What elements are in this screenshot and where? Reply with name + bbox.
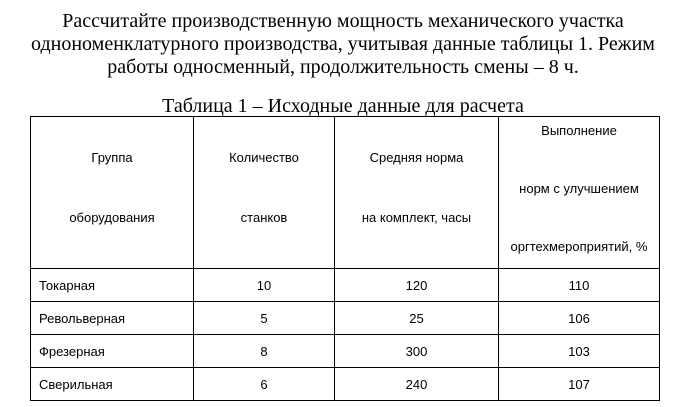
data-table [30, 116, 660, 401]
cell-equipment-group: Револьверная [31, 302, 194, 335]
task-line: Рассчитайте производственную мощность механического участка [62, 10, 624, 32]
header-line: Выполнение [541, 123, 617, 138]
header-line: оргтехмероприятий, % [510, 239, 648, 254]
cell-average-norm: 25 [335, 302, 499, 335]
table-row [31, 368, 660, 401]
header-machine-count [194, 117, 335, 269]
header-line: станков [240, 210, 288, 225]
cell-equipment-group: Токарная [31, 269, 194, 302]
table-row [31, 302, 660, 335]
task-line: однономенклатурного производства, учитывая данные таблицы 1. Режим [31, 33, 655, 55]
cell-equipment-group: Фрезерная [31, 335, 194, 368]
header-line: оборудования [69, 210, 155, 225]
cell-machine-count: 6 [194, 368, 335, 401]
header-line: Средняя норма [369, 150, 464, 165]
cell-machine-count: 5 [194, 302, 335, 335]
table-row [31, 269, 660, 302]
cell-machine-count: 10 [194, 269, 335, 302]
cell-norm-fulfillment: 106 [499, 302, 660, 335]
header-equipment-group [31, 117, 194, 269]
cell-average-norm: 240 [335, 368, 499, 401]
header-average-norm [335, 117, 499, 269]
header-norm-fulfillment [499, 117, 660, 269]
task-text [10, 10, 676, 79]
cell-average-norm: 300 [335, 335, 499, 368]
cell-norm-fulfillment: 107 [499, 368, 660, 401]
header-line: Количество [229, 150, 299, 165]
table-row [31, 335, 660, 368]
header-line: норм с улучшением [519, 181, 639, 196]
cell-norm-fulfillment: 103 [499, 335, 660, 368]
cell-average-norm: 120 [335, 269, 499, 302]
header-line: на комплект, часы [361, 210, 472, 225]
cell-machine-count: 8 [194, 335, 335, 368]
header-line: Группа [91, 150, 133, 165]
task-line: работы односменный, продолжительность смены – 8 ч. [107, 56, 579, 78]
cell-equipment-group: Сверильная [31, 368, 194, 401]
table-header-row [31, 117, 660, 269]
cell-norm-fulfillment: 110 [499, 269, 660, 302]
table-caption: Таблица 1 – Исходные данные для расчета [162, 95, 524, 117]
